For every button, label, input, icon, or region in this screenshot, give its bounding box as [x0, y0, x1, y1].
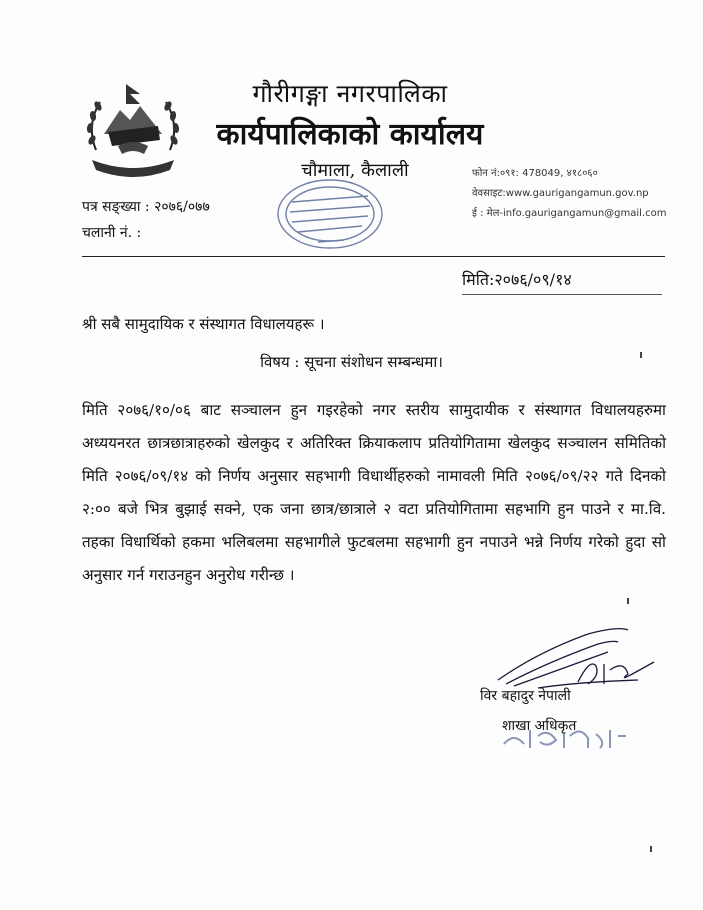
email: ई : मेल-info.gaurigangamun@gmail.com: [472, 208, 667, 219]
website: वेवसाइट:www.gaurigangamun.gov.np: [472, 188, 649, 199]
municipality-name: गौरीगङ्गा नगरपालिका: [252, 79, 448, 108]
scan-speck: [640, 352, 642, 358]
subject-line: विषय : सूचना संशोधन सम्बन्धमा।: [260, 353, 443, 371]
letter-date: मिति:२०७६/०९/१४: [462, 270, 572, 289]
header-divider: [82, 256, 665, 257]
office-title: कार्यपालिकाको कार्यालय: [216, 117, 484, 152]
letter-number: पत्र सङ्ख्या : २०७६/०७७: [82, 199, 210, 215]
signatory-name: विर बहादुर नेपाली: [480, 688, 571, 704]
dispatch-number: चलानी नं. :: [82, 225, 142, 241]
recipient: श्री सबै सामुदायिक र संस्थागत विधालयहरू ।: [82, 315, 325, 333]
date-divider: [462, 294, 662, 295]
scan-speck: [650, 846, 652, 852]
office-seal-icon: [270, 172, 390, 252]
signatory-post: शाखा अधिकृत: [502, 718, 577, 734]
nepal-emblem-icon: [78, 80, 188, 184]
scan-speck: [627, 598, 629, 604]
contact-block: [472, 164, 666, 224]
letter-body: मिति २०७६/१०/०६ बाट सञ्चालन हुन गइरहेको नगर स्तरीय सामुदायीक र संस्थागत विधालयहरुमा अध्ययनरत छात्रछात्राहरुको खेलकुद र अतिरिक्त क्रियाकलाप प्रतियोगितामा खेलकुद सञ्चालन समितिको मिति २०७६/०९/१४ को निर्णय अनुसार सहभागी विधार्थीहरुको नामावली मिति २०७६/०९/२२ गते दिनको २:०० बजे भित्र बुझाई सक्ने, एक जना छात्र/छात्राले २ वटा प्रतियोगितामा सहभागि हुन पाउने र मा.वि. तहका विधार्थिको हकमा भलिबलमा सहभागीले फुटबलमा सहभागी हुन नपाउने भन्ने निर्णय गरेको हुदा सो अनुसार गर्न गराउनहुन अनुरोध गरीन्छ ।: [82, 401, 666, 584]
designation-stamp-icon: [500, 722, 630, 752]
phone-number: फोन नं:०९१: 478049, ४१८०६०: [472, 168, 598, 179]
office-address: चौमाला, कैलाली: [301, 160, 409, 181]
